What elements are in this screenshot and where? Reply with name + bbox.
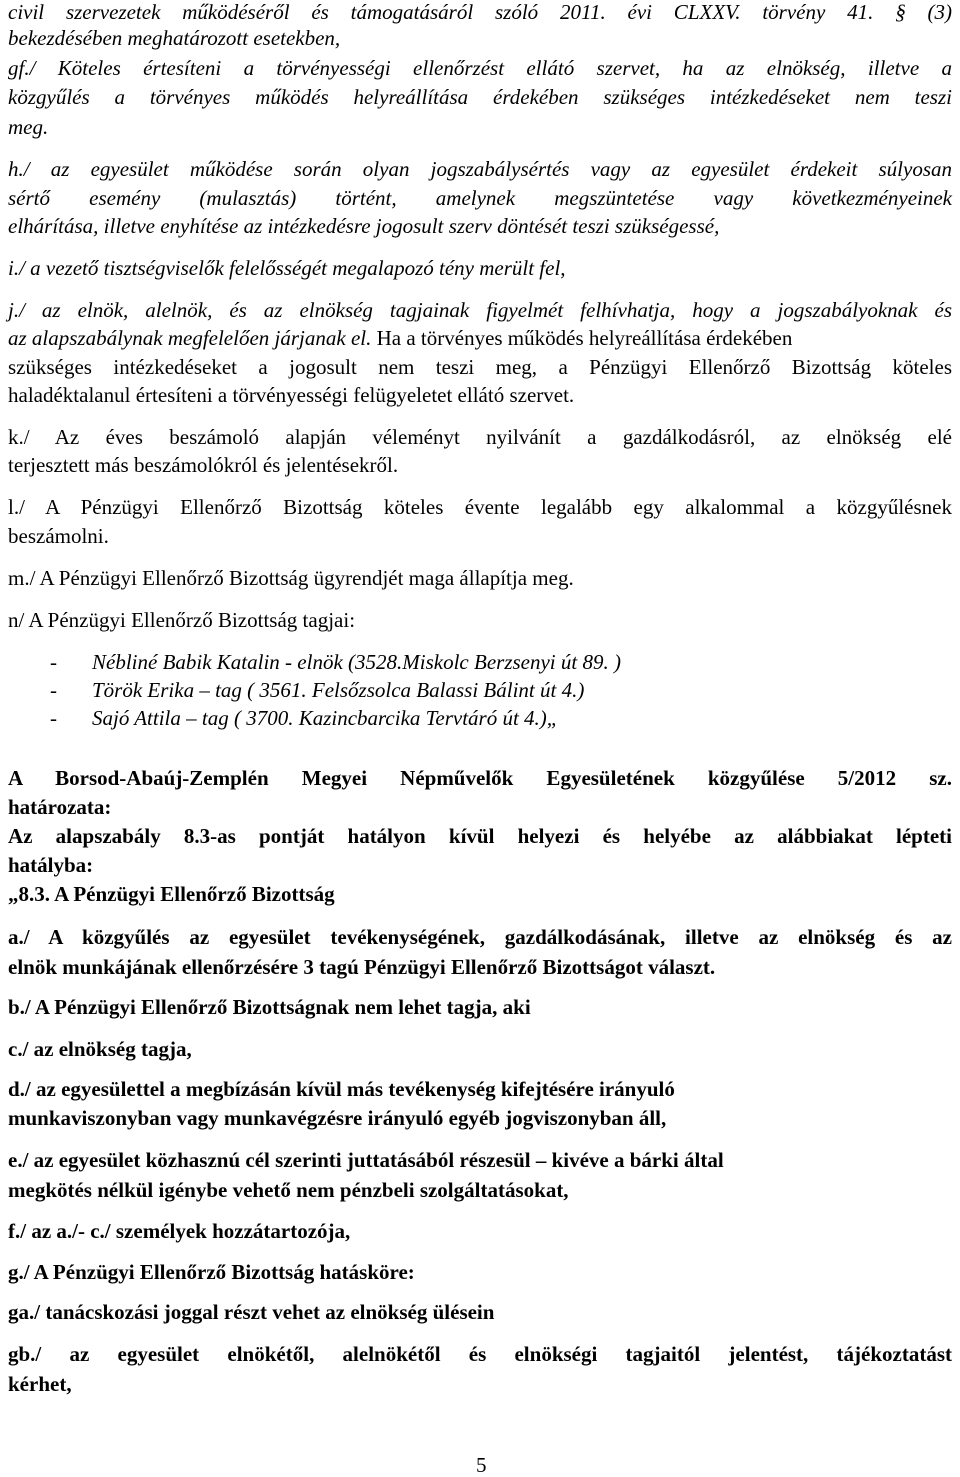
- text-line: munkaviszonyban vagy munkavégzésre irányuló egyéb jogviszonyban áll,: [8, 1106, 667, 1130]
- item-gb: gb./ az egyesület elnökétől, alelnökétől és elnökségi tagjaitól jelentést, tájékoztatást: [8, 1342, 952, 1366]
- text-line: gf./ Köteles értesíteni a törvényességi ellenőrzést ellátó szervet, ha az elnökség, illetve a: [8, 56, 952, 80]
- page-number: 5: [476, 1453, 487, 1477]
- item-i: i./ a vezető tisztségviselők felelősségét megalapozó tény merült fel,: [8, 256, 566, 280]
- text-line: [8, 326, 792, 350]
- item-n: n/ A Pénzügyi Ellenőrző Bizottság tagjai:: [8, 608, 356, 632]
- text-line: kérhet,: [8, 1372, 72, 1396]
- text-line: Az alapszabály 8.3-as pontját hatályon kívül helyezi és helyébe az alábbiakat lépteti: [8, 824, 952, 848]
- list-dash: -: [50, 650, 57, 674]
- text-line: bekezdésében meghatározott esetekben,: [8, 26, 341, 50]
- text-line: civil szervezetek működéséről és támogatásáról szóló 2011. évi CLXXV. törvény 41. § (3): [8, 0, 952, 24]
- text-line: sértő esemény (mulasztás) történt, amelynek megszüntetése vagy következményeinek: [8, 186, 952, 210]
- text-line: haladéktalanul értesíteni a törvényességi felügyeletet ellátó szervet.: [8, 383, 575, 407]
- member-text: Török Erika – tag ( 3561. Felsőzsolca Balassi Bálint út 4.): [92, 678, 585, 702]
- text-line: beszámolni.: [8, 524, 109, 548]
- item-c: c./ az elnökség tagja,: [8, 1037, 192, 1061]
- section-heading: „8.3. A Pénzügyi Ellenőrző Bizottság: [8, 882, 335, 906]
- text-line: elnök munkájának ellenőrzésére 3 tagú Pénzügyi Ellenőrző Bizottságot választ.: [8, 955, 716, 979]
- text-line: határozata:: [8, 795, 112, 819]
- item-h: h./ az egyesület működése során olyan jogszabálysértés vagy az egyesület érdekeit súlyosan: [8, 157, 952, 181]
- resolution-title: A Borsod-Abaúj-Zemplén Megyei Népművelők Egyesületének közgyűlése 5/2012 sz.: [8, 766, 952, 790]
- item-k: k./ Az éves beszámoló alapján véleményt nyilvánít a gazdálkodásról, az elnökség elé: [8, 425, 952, 449]
- member-text: Nébliné Babik Katalin - elnök (3528.Miskolc Berzsenyi út 89. ): [92, 650, 621, 674]
- text-line: meg.: [8, 115, 49, 139]
- text-line: elhárítása, illetve enyhítése az intézkedésre jogosult szerv döntését teszi szükségessé,: [8, 214, 720, 238]
- item-ga: ga./ tanácskozási joggal részt vehet az elnökség ülésein: [8, 1300, 495, 1324]
- item-d: d./ az egyesülettel a megbízásán kívül más tevékenység kifejtésére irányuló: [8, 1077, 675, 1101]
- list-dash: -: [50, 706, 57, 730]
- item-j: j./ az elnök, alelnök, és az elnökség tagjainak figyelmét felhívhatja, hogy a jogszabályoknak és: [8, 298, 952, 322]
- item-l: l./ A Pénzügyi Ellenőrző Bizottság köteles évente legalább egy alkalommal a közgyűlésnek: [8, 495, 952, 519]
- text-regular-part: Ha a törvényes működés helyreállítása érdekében: [376, 326, 793, 350]
- item-e: e./ az egyesület közhasznú cél szerinti juttatásából részesül – kivéve a bárki által: [8, 1148, 724, 1172]
- item-m: m./ A Pénzügyi Ellenőrző Bizottság ügyrendjét maga állapítja meg.: [8, 566, 574, 590]
- item-g: g./ A Pénzügyi Ellenőrző Bizottság hatásköre:: [8, 1260, 415, 1284]
- list-dash: -: [50, 678, 57, 702]
- item-b: b./ A Pénzügyi Ellenőrző Bizottságnak nem lehet tagja, aki: [8, 995, 531, 1019]
- text-italic-part: az alapszabálynak megfelelően járjanak el.: [8, 326, 372, 350]
- item-f: f./ az a./- c./ személyek hozzátartozója,: [8, 1219, 351, 1243]
- text-line: megkötés nélkül igénybe vehető nem pénzbeli szolgáltatásokat,: [8, 1178, 569, 1202]
- text-line: hatályba:: [8, 853, 94, 877]
- text-line: szükséges intézkedéseket a jogosult nem teszi meg, a Pénzügyi Ellenőrző Bizottság köteles: [8, 355, 952, 379]
- item-a: a./ A közgyűlés az egyesület tevékenységének, gazdálkodásának, illetve az elnökség és az: [8, 925, 952, 949]
- text-line: közgyűlés a törvényes működés helyreállítása érdekében szükséges intézkedéseket nem teszi: [8, 85, 952, 109]
- text-line: terjesztett más beszámolókról és jelentésekről.: [8, 453, 399, 477]
- member-text: Sajó Attila – tag ( 3700. Kazincbarcika Tervtáró út 4.)„: [92, 706, 559, 730]
